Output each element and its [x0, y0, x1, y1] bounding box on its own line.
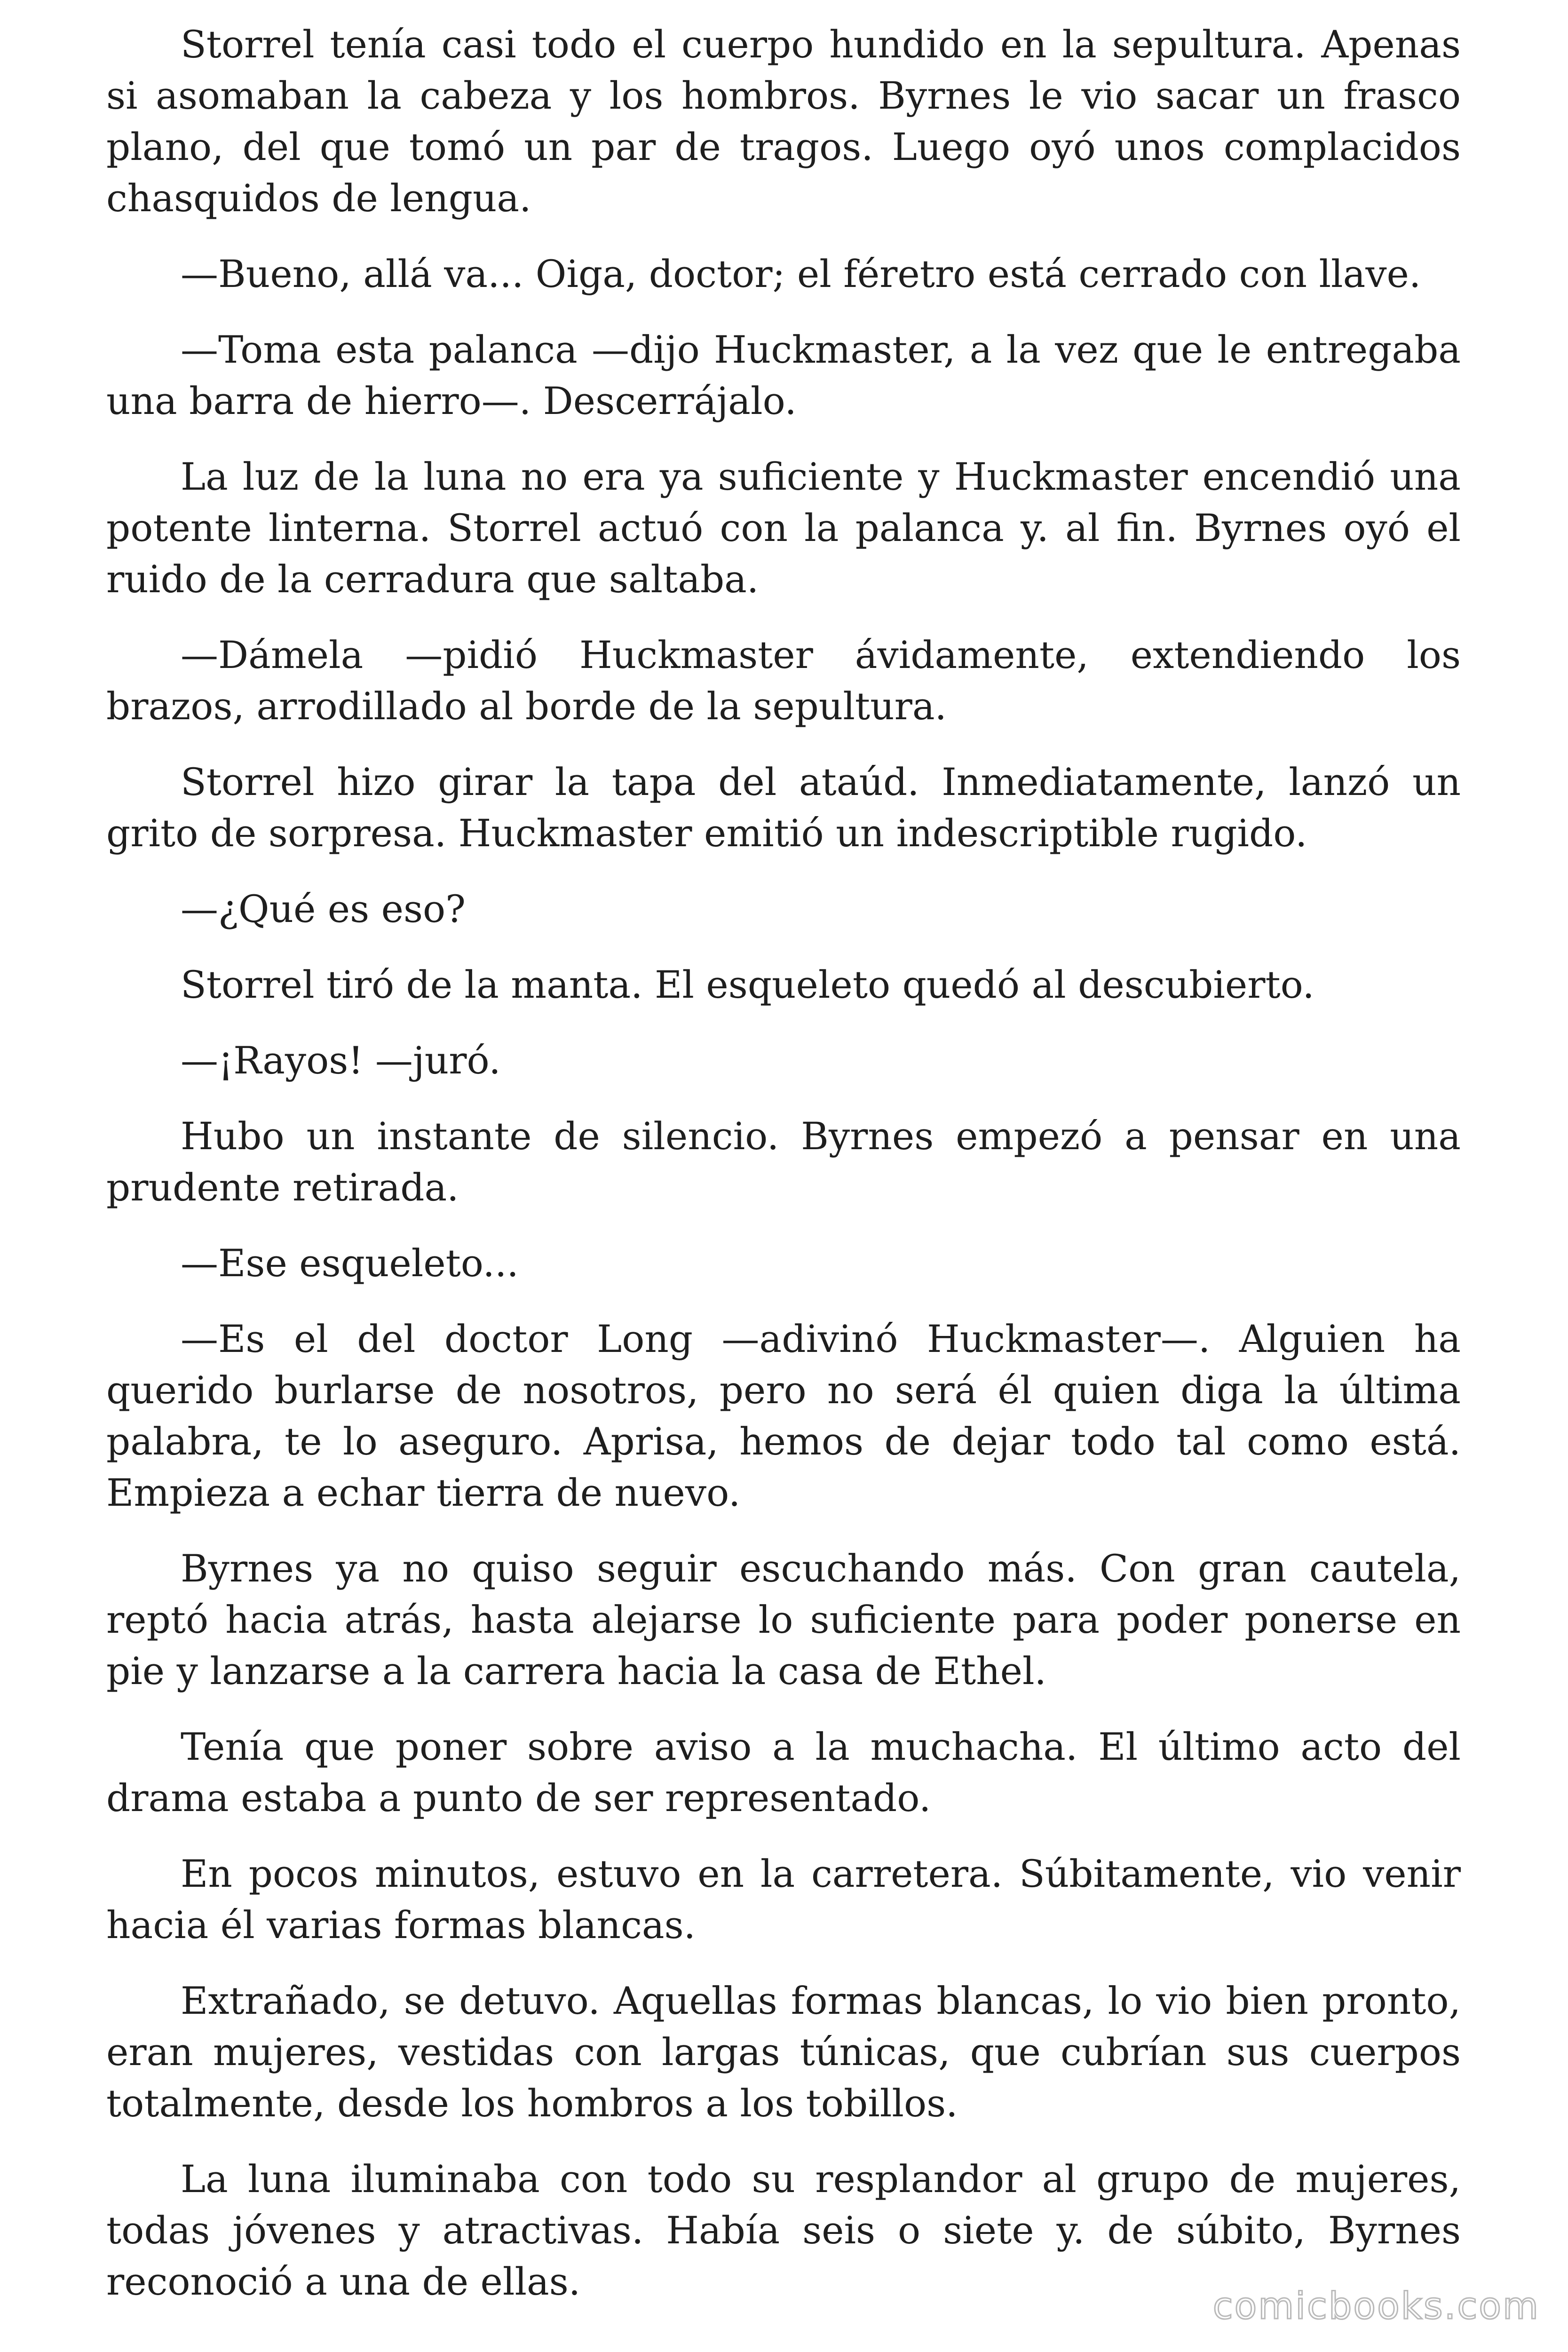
- paragraph: —¡Rayos! —juró.: [181, 1039, 501, 1082]
- paragraph: —Dámela —pidió Huckmaster ávidamente, extendiendo los brazos, arrodillado al borde de la sepultura.: [106, 633, 1461, 728]
- paragraph: —Bueno, allá va... Oiga, doctor; el féretro está cerrado con llave.: [181, 252, 1421, 296]
- paragraph: La luna iluminaba con todo su resplandor al grupo de mujeres, todas jóvenes y atractivas. Había seis o siete y. de súbito, Byrnes reconoció a una de ellas.: [106, 2157, 1461, 2304]
- paragraph: Byrnes ya no quiso seguir escuchando más. Con gran cautela, reptó hacia atrás, hasta alejarse lo suficiente para poder ponerse en pie y lanzarse a la carrera hacia la casa de Ethel.: [106, 1547, 1461, 1693]
- paragraph: Storrel hizo girar la tapa del ataúd. Inmediatamente, lanzó un grito de sorpresa. Huckmaster emitió un indescriptible rugido.: [106, 760, 1461, 855]
- paragraph: —Ese esqueleto...: [181, 1241, 519, 1285]
- paragraph: Storrel tenía casi todo el cuerpo hundido en la sepultura. Apenas si asomaban la cabeza y los hombros. Byrnes le vio sacar un frasco plano, del que tomó un par de tragos. Luego oyó unos complacidos chasquidos de lengua.: [106, 23, 1461, 220]
- paragraph: Hubo un instante de silencio. Byrnes empezó a pensar en una prudente retirada.: [106, 1114, 1461, 1209]
- paragraph: Tenía que poner sobre aviso a la muchacha. El último acto del drama estaba a punto de ser representado.: [106, 1725, 1461, 1820]
- paragraph: La luz de la luna no era ya suficiente y Huckmaster encendió una potente linterna. Storrel actuó con la palanca y. al fin. Byrnes oyó el ruido de la cerradura que saltaba.: [106, 455, 1461, 601]
- paragraph: Extrañado, se detuvo. Aquellas formas blancas, lo vio bien pronto, eran mujeres, vestidas con largas túnicas, que cubrían sus cuerpos totalmente, desde los hombros a los tobillos.: [106, 1979, 1461, 2125]
- paragraph: —Es el del doctor Long —adivinó Huckmaster—. Alguien ha querido burlarse de nosotros, pero no será él quien diga la última palabra, te lo aseguro. Aprisa, hemos de dejar todo tal como está. Empieza a echar tierra de nuevo.: [106, 1317, 1461, 1515]
- watermark: comicbooks.com: [1212, 2285, 1540, 2328]
- paragraph: —¿Qué es eso?: [181, 887, 466, 931]
- document-body: [106, 19, 1461, 2332]
- paragraph: En pocos minutos, estuvo en la carretera. Súbitamente, vio venir hacia él varias formas blancas.: [106, 1852, 1461, 1947]
- paragraph: —Toma esta palanca —dijo Huckmaster, a la vez que le entregaba una barra de hierro—. Descerrájalo.: [106, 328, 1461, 423]
- paragraph: Storrel tiró de la manta. El esqueleto quedó al descubierto.: [181, 963, 1315, 1007]
